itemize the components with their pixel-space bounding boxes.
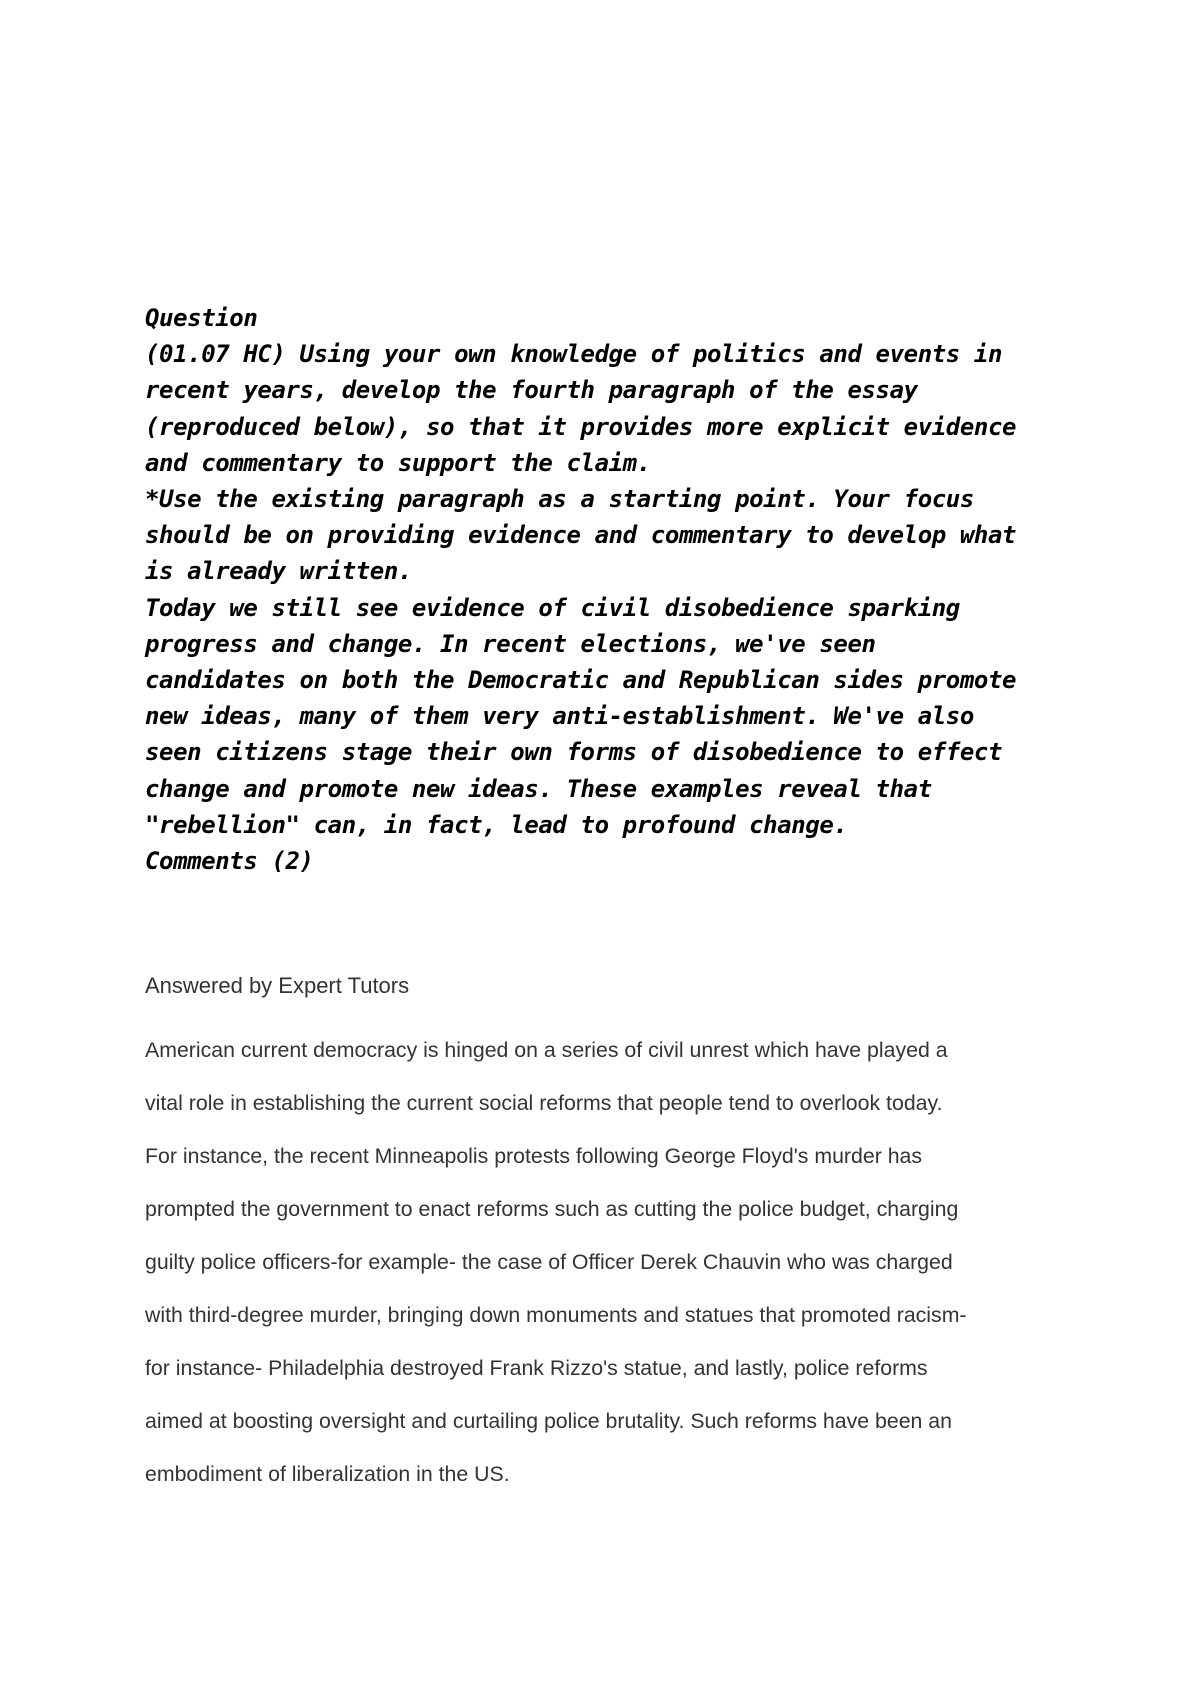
answer-body <box>145 1024 1065 1501</box>
instruction-line: should be on providing evidence and commentary to develop what <box>145 521 1017 550</box>
essay-paragraph-line: change and promote new ideas. These examples reveal that <box>145 774 932 803</box>
essay-paragraph-line: "rebellion" can, in fact, lead to profound change. <box>145 810 848 839</box>
question-text-line: (01.07 HC) Using your own knowledge of politics and events in <box>145 340 1003 369</box>
answer-line: American current democracy is hinged on a series of civil unrest which have played a <box>145 1038 948 1062</box>
answer-line: vital role in establishing the current social reforms that people tend to overlook today. <box>145 1091 943 1115</box>
essay-paragraph-line: candidates on both the Democratic and Republican sides promote <box>145 666 1017 695</box>
answer-line: For instance, the recent Minneapolis protests following George Floyd's murder has <box>145 1144 923 1168</box>
essay-paragraph-line: new ideas, many of them very anti-establishment. We've also <box>145 702 974 731</box>
answer-line: aimed at boosting oversight and curtailing police brutality. Such reforms have been an <box>145 1409 952 1433</box>
instruction-line: is already written. <box>145 557 412 586</box>
question-text-line: and commentary to support the claim. <box>145 448 651 477</box>
essay-paragraph-line: progress and change. In recent elections, we've seen <box>145 629 876 658</box>
answer-heading: Answered by Expert Tutors <box>145 973 410 998</box>
question-text-line: recent years, develop the fourth paragraph of the essay <box>145 376 918 405</box>
answer-line: with third-degree murder, bringing down monuments and statues that promoted racism- <box>145 1303 967 1327</box>
question-block <box>145 300 1065 879</box>
comments-count: Comments (2) <box>145 847 314 876</box>
answer-line: prompted the government to enact reforms such as cutting the police budget, charging <box>145 1197 959 1221</box>
answer-line: for instance- Philadelphia destroyed Frank Rizzo's statue, and lastly, police reforms <box>145 1356 928 1380</box>
answer-block <box>145 972 1065 1486</box>
question-label: Question <box>145 304 258 332</box>
question-text-line: (reproduced below), so that it provides more explicit evidence <box>145 412 1017 441</box>
instruction-line: *Use the existing paragraph as a starting point. Your focus <box>145 485 974 514</box>
answer-line: guilty police officers-for example- the case of Officer Derek Chauvin who was charged <box>145 1250 953 1274</box>
essay-paragraph-line: seen citizens stage their own forms of disobedience to effect <box>145 738 1003 767</box>
answer-line: embodiment of liberalization in the US. <box>145 1462 510 1486</box>
essay-paragraph-line: Today we still see evidence of civil disobedience sparking <box>145 593 960 622</box>
